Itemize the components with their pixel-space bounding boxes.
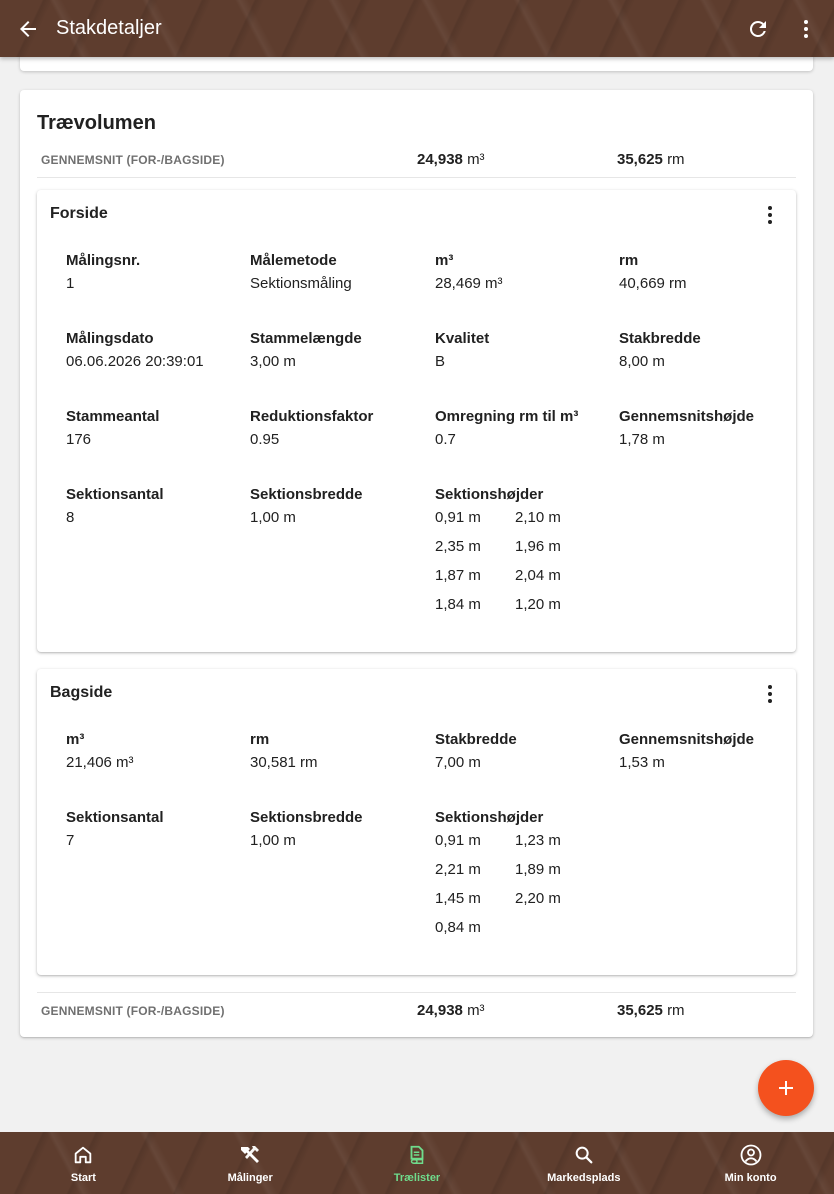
section-height: 2,35 m bbox=[435, 538, 481, 555]
page-title: Stakdetaljer bbox=[56, 17, 162, 39]
section-height: 1,45 m bbox=[435, 890, 481, 907]
section-height: 0,84 m bbox=[435, 919, 481, 936]
field-quality: Kvalitet B bbox=[435, 330, 490, 370]
section-height: 1,89 m bbox=[515, 861, 561, 878]
back-title: Bagside bbox=[50, 684, 113, 701]
volume-title: Trævolumen bbox=[37, 112, 156, 134]
field-reduction: Reduktionsfaktor 0.95 bbox=[250, 408, 374, 448]
field-avg-height: Gennemsnitshøjde 1,78 m bbox=[619, 408, 755, 448]
field-stem-count: Stammeantal 176 bbox=[66, 408, 160, 448]
home-icon bbox=[72, 1143, 94, 1167]
back-field-section-count: Sektionsantal 7 bbox=[66, 809, 164, 849]
average-rm: 35,625 rm bbox=[617, 151, 685, 168]
nav-wood-lists[interactable]: Trælister bbox=[334, 1132, 501, 1194]
section-heights-grid bbox=[435, 832, 615, 936]
wood-volume-card bbox=[20, 90, 813, 1037]
field-section-count: Sektionsantal 8 bbox=[66, 486, 164, 526]
section-height: 0,91 m bbox=[435, 509, 481, 526]
more-options-button[interactable] bbox=[782, 5, 830, 53]
nav-marketplace[interactable]: Markedsplads bbox=[500, 1132, 667, 1194]
back-button[interactable] bbox=[4, 5, 52, 53]
back-field-m3: m³ 21,406 m³ bbox=[66, 731, 134, 771]
field-conversion: Omregning rm til m³ 0.7 bbox=[435, 408, 579, 448]
field-section-width: Sektionsbredde 1,00 m bbox=[250, 486, 363, 526]
back-field-section-heights: Sektionshøjder 0,91 m 1,23 m 2,21 m 1,89 m 1,45 m 2,20 m 0,84 m bbox=[435, 809, 615, 936]
front-card bbox=[37, 190, 796, 652]
section-height: 2,20 m bbox=[515, 890, 561, 907]
average-rm: 35,625 rm bbox=[617, 1002, 685, 1019]
bottom-navigation bbox=[0, 1132, 834, 1194]
account-circle-icon bbox=[739, 1143, 763, 1167]
log-list-icon bbox=[406, 1143, 428, 1167]
app-bar bbox=[0, 0, 834, 57]
field-rm: rm 40,669 rm bbox=[619, 252, 687, 292]
refresh-button[interactable] bbox=[734, 5, 782, 53]
back-more-button[interactable] bbox=[746, 670, 794, 718]
field-stem-length: Stammelængde 3,00 m bbox=[250, 330, 362, 370]
section-height: 1,20 m bbox=[515, 596, 561, 613]
field-method: Målemetode Sektionsmåling bbox=[250, 252, 352, 292]
arrow-left-icon bbox=[16, 17, 40, 41]
front-title: Forside bbox=[50, 205, 108, 222]
average-label: GENNEMSNIT (FOR-/BAGSIDE) bbox=[41, 152, 225, 167]
section-height: 0,91 m bbox=[435, 832, 481, 849]
plus-icon bbox=[774, 1076, 798, 1100]
section-height: 1,87 m bbox=[435, 567, 481, 584]
back-card bbox=[37, 669, 796, 975]
field-stack-width: Stakbredde 8,00 m bbox=[619, 330, 701, 370]
front-more-button[interactable] bbox=[746, 191, 794, 239]
add-button[interactable] bbox=[758, 1060, 814, 1116]
average-row-top bbox=[37, 142, 796, 178]
section-height: 2,04 m bbox=[515, 567, 561, 584]
more-vertical-icon bbox=[758, 203, 782, 227]
back-field-rm: rm 30,581 rm bbox=[250, 731, 318, 771]
field-m3: m³ 28,469 m³ bbox=[435, 252, 503, 292]
back-field-section-width: Sektionsbredde 1,00 m bbox=[250, 809, 363, 849]
back-field-avg-height: Gennemsnitshøjde 1,53 m bbox=[619, 731, 755, 771]
section-heights-grid bbox=[435, 509, 615, 613]
back-field-stack-width: Stakbredde 7,00 m bbox=[435, 731, 517, 771]
nav-start[interactable]: Start bbox=[0, 1132, 167, 1194]
field-date: Målingsdato 06.06.2026 20:39:01 bbox=[66, 330, 204, 370]
field-section-heights: Sektionshøjder 0,91 m 2,10 m 2,35 m 1,96 m 1,87 m 2,04 m 1,84 m 1,20 m bbox=[435, 486, 615, 613]
section-height: 1,23 m bbox=[515, 832, 561, 849]
average-m3: 24,938 m³ bbox=[417, 151, 485, 168]
average-row-bottom bbox=[37, 992, 796, 1028]
nav-my-account[interactable]: Min konto bbox=[667, 1132, 834, 1194]
search-icon bbox=[573, 1143, 595, 1167]
section-height: 2,21 m bbox=[435, 861, 481, 878]
nav-measurements[interactable]: Målinger bbox=[167, 1132, 334, 1194]
average-label: GENNEMSNIT (FOR-/BAGSIDE) bbox=[41, 1003, 225, 1018]
section-height: 1,84 m bbox=[435, 596, 481, 613]
more-vertical-icon bbox=[758, 682, 782, 706]
more-vertical-icon bbox=[794, 17, 818, 41]
section-height: 1,96 m bbox=[515, 538, 561, 555]
average-m3: 24,938 m³ bbox=[417, 1002, 485, 1019]
axe-hammer-icon bbox=[238, 1143, 262, 1167]
field-measure-no: Målingsnr. 1 bbox=[66, 252, 141, 292]
refresh-icon bbox=[746, 17, 770, 41]
section-height: 2,10 m bbox=[515, 509, 561, 526]
